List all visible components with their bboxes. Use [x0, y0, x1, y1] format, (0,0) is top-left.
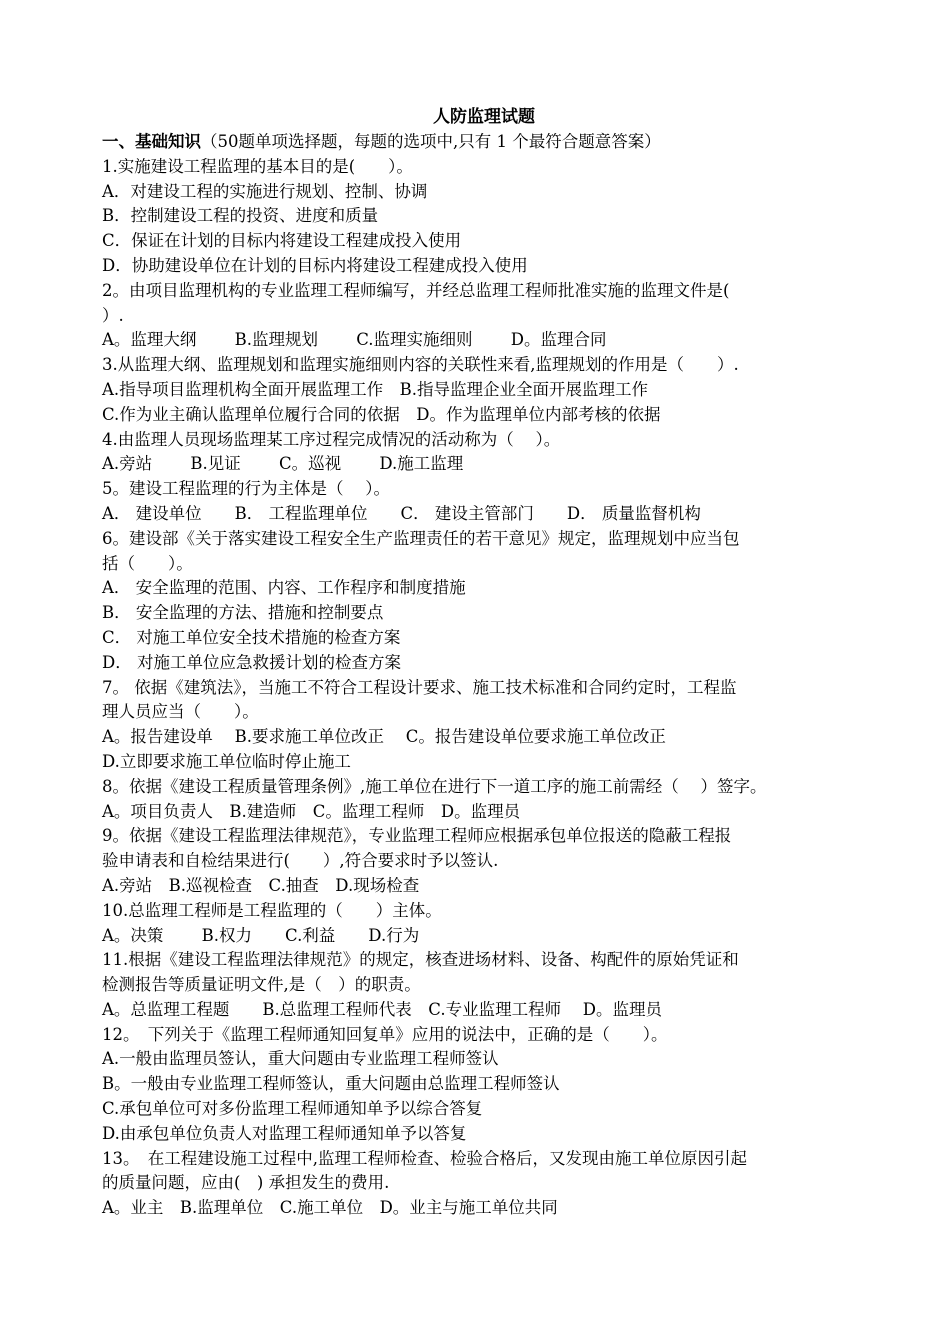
text-line: 8。依据《建设工程质量管理条例》,施工单位在进行下一道工序的施工前需经（ ）签字。: [102, 776, 767, 796]
text-line: 9。依据《建设工程监理法律规范》，专业监理工程师应根据承包单位报送的隐蔽工程报: [102, 826, 732, 846]
text-line: D.由承包单位负责人对监理工程师通知单予以答复: [102, 1123, 467, 1143]
text-line: 的质量问题，应由( ) 承担发生的费用.: [102, 1173, 390, 1193]
document-title: 人防监理试题: [433, 107, 535, 127]
text-line: 理人员应当（ ）。: [102, 702, 259, 722]
text-line: A。业主 B.监理单位 C.施工单位 D。业主与施工单位共同: [102, 1198, 558, 1218]
text-line: 3.从监理大纲、监理规划和监理实施细则内容的关联性来看,监理规划的作用是（ ）.: [102, 355, 739, 375]
text-line: 1.实施建设工程监理的基本目的是( ）。: [102, 156, 413, 176]
text-line: A.一般由监理员签认，重大问题由专业监理工程师签认: [102, 1049, 499, 1069]
text-line: 5。建设工程监理的行为主体是（ ）。: [102, 479, 390, 499]
section-header: [102, 130, 872, 155]
text-line: 括（ ）。: [102, 553, 193, 573]
question-list: [102, 155, 872, 1221]
exam-document: [102, 104, 872, 1221]
text-line: C.承包单位可对多份监理工程师通知单予以综合答复: [102, 1099, 483, 1119]
text-line: A。报告建设单 B.要求施工单位改正 C。报告建设单位要求施工单位改正: [102, 727, 666, 747]
text-line: 11.根据《建设工程监理法律规范》的规定，核查进场材料、设备、构配件的原始凭证和: [102, 950, 739, 970]
text-line: A． 建设单位 B． 工程监理单位 C． 建设主管部门 D． 质量监督机构: [102, 503, 701, 523]
text-line: ）.: [102, 305, 124, 325]
text-line: A．对建设工程的实施进行规划、控制、协调: [102, 181, 428, 201]
text-line: A。决策 B.权力 C.利益 D.行为: [102, 925, 420, 945]
section-heading: 一、基础知识: [102, 132, 201, 151]
text-line: A.旁站 B.巡视检查 C.抽查 D.现场检查: [102, 875, 420, 895]
section-note: （50题单项选择题，每题的选项中,只有 1 个最符合题意答案）: [201, 132, 661, 151]
text-line: 10.总监理工程师是工程监理的（ ）主体。: [102, 900, 442, 920]
text-line: C．保证在计划的目标内将建设工程建成投入使用: [102, 231, 462, 251]
text-line: D． 对施工单位应急救援计划的检查方案: [102, 652, 401, 672]
text-line: D．协助建设单位在计划的目标内将建设工程建成投入使用: [102, 255, 528, 275]
text-line: 2。由项目监理机构的专业监理工程师编写，并经总监理工程师批准实施的监理文件是(: [102, 280, 730, 300]
text-line: C． 对施工单位安全技术措施的检查方案: [102, 627, 401, 647]
text-line: B． 安全监理的方法、措施和控制要点: [102, 603, 384, 623]
text-line: A.旁站 B.见证 C。巡视 D.施工监理: [102, 454, 464, 474]
text-line: 13。 在工程建设施工过程中,监理工程师检查、检验合格后，又发现由施工单位原因引起: [102, 1148, 747, 1168]
text-line: C.作为业主确认监理单位履行合同的依据 D。作为监理单位内部考核的依据: [102, 404, 661, 424]
text-line: 6。建设部《关于落实建设工程安全生产监理责任的若干意见》规定，监理规划中应当包: [102, 528, 740, 548]
text-line: D.立即要求施工单位临时停止施工: [102, 751, 351, 771]
text-line: A.指导项目监理机构全面开展监理工作 B.指导监理企业全面开展监理工作: [102, 379, 649, 399]
text-line: B。一般由专业监理工程师签认，重大问题由总监理工程师签认: [102, 1074, 560, 1094]
text-line: A。监理大纲 B.监理规划 C.监理实施细则 D。监理合同: [102, 330, 607, 350]
text-line: 4.由监理人员现场监理某工序过程完成情况的活动称为（ ）。: [102, 429, 561, 449]
text-line: 检测报告等质量证明文件,是（ ）的职责。: [102, 975, 421, 995]
text-line: A。总监理工程题 B.总监理工程师代表 C.专业监理工程师 D。监理员: [102, 999, 663, 1019]
text-line: 7。 依据《建筑法》，当施工不符合工程设计要求、施工技术标准和合同约定时，工程监: [102, 677, 737, 697]
text-line: A． 安全监理的范围、内容、工作程序和制度措施: [102, 578, 466, 598]
text-line: A。项目负责人 B.建造师 C。监理工程师 D。监理员: [102, 801, 521, 821]
text-line: 12。 下列关于《监理工程师通知回复单》应用的说法中，正确的是（ ）。: [102, 1024, 668, 1044]
text-line: 验申请表和自检结果进行( ）,符合要求时予以签认.: [102, 851, 499, 871]
text-line: B．控制建设工程的投资、进度和质量: [102, 206, 379, 226]
